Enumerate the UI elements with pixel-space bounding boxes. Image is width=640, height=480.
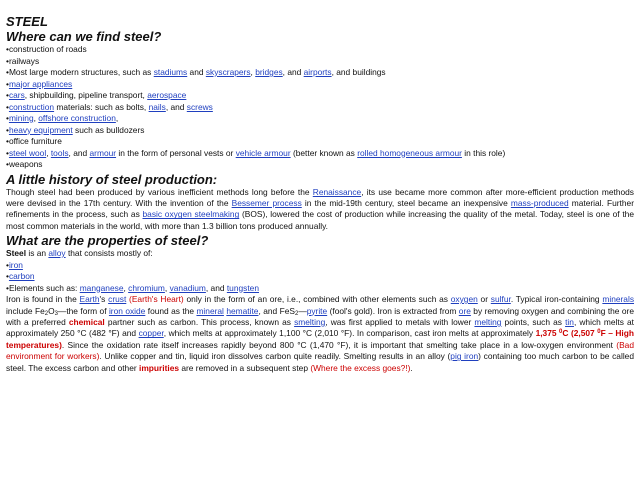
link-tin[interactable]: tin [565,316,574,327]
link-stadiums[interactable]: stadiums [153,67,188,77]
paragraph-text: (BOS), lowered the cost of production while increasing the quality of the metal. Today, steel is one of the most common materials in the world, with more than 1.3 billion tons produced annually. [6,209,634,231]
item-text: , [164,282,170,293]
item-text: Most large modern structures, such as [8,67,154,77]
paragraph-text: or [477,294,491,305]
item-text: , and buildings [331,67,386,77]
iron-paragraph [6,294,634,374]
paragraph-text: by removing oxygen and combining the ore with a preferred [6,305,634,327]
link-construction[interactable]: construction [8,101,55,112]
link-basic-oxygen-steelmaking[interactable]: basic oxygen steelmaking [142,209,240,220]
subscript: 2 [294,310,299,317]
heading-where-find-steel: Where can we find steel? [6,29,162,44]
subscript: 3 [54,310,58,317]
link-screws[interactable]: screws [186,101,213,112]
list-item [6,113,634,125]
item-text: in this role) [461,147,506,158]
paragraph-text: found as the [145,305,197,316]
superscript: 0 [559,329,563,336]
link-sulfur[interactable]: sulfur [490,294,511,305]
link-iron-oxide[interactable]: iron oxide [108,305,146,316]
item-text: , and [68,147,90,158]
link-iron[interactable]: iron [8,259,23,270]
link-aerospace[interactable]: aerospace [147,90,187,100]
paragraph-text: O [48,305,55,316]
list-item [6,159,634,171]
item-text: , [123,282,129,293]
link-chromium[interactable]: chromium [128,282,165,293]
link-earth[interactable]: Earth [79,294,100,305]
list-item [6,67,634,79]
list-item [6,148,634,160]
list-item [6,283,634,295]
highlight-chemical: chemical [68,316,105,327]
paragraph-text: , its use became more common after more-efficient production methods were devised in the 17th century. With the invention of the [6,186,634,208]
link-tools[interactable]: tools [50,147,69,158]
note-excess-goes: (Where the excess goes?!) [310,362,411,373]
paragraph-text: 's [99,294,109,305]
paragraph-text: , and FeS [258,305,295,316]
link-mass-produced[interactable]: mass-produced [510,197,569,208]
link-renaissance[interactable]: Renaissance [312,186,362,197]
paragraph-text: are removed in a subsequent step [179,362,311,373]
paragraph-text: that consists mostly of: [65,248,153,259]
item-text: weapons [8,159,43,169]
properties-intro [6,248,634,260]
link-steel-wool[interactable]: steel wool [8,147,47,158]
link-oxygen[interactable]: oxygen [450,294,478,305]
paragraph-text: only in the form of an ore, i.e., combined with other elements such as [183,294,451,305]
paragraph-text: ) containing too much carbon to be called steel. The excess carbon and other [6,351,635,373]
link-airports[interactable]: airports [303,67,332,77]
link-skyscrapers[interactable]: skyscrapers [205,67,251,77]
paragraph-text: points, such as [501,316,566,327]
paragraph-text: . Typical iron-containing [510,294,603,305]
paragraph-text: (fool's gold). Iron is extracted from [327,305,459,316]
paragraph-text: , which melts at approximately 1,100 °C (2,010 °F). In comparison, cast iron melts at approximately [163,328,536,339]
note-bad-environment: (Bad environment for workers) [6,339,634,362]
highlight-cast-iron-temp: 1,375 [535,328,560,339]
item-text: office furniture [8,136,62,146]
item-text: in the form of personal vests or [116,147,236,158]
list-item [6,260,634,272]
link-alloy[interactable]: alloy [48,248,66,259]
uses-list [6,44,634,171]
item-text: , [33,113,39,123]
item-text: materials: such as bolts, [54,101,149,112]
link-pyrite[interactable]: pyrite [306,305,328,316]
paragraph-text: include Fe [6,305,45,316]
list-item [6,125,634,137]
list-item [6,44,634,56]
link-melting[interactable]: melting [474,316,502,327]
paragraph-text: in the mid-19th century, steel became an inexpensive [301,197,511,208]
history-paragraph [6,187,634,233]
list-item [6,79,634,91]
item-text: railways [8,55,40,66]
item-text: , and [282,67,304,77]
link-crust[interactable]: crust [108,294,127,305]
link-cars[interactable]: cars [8,90,25,100]
paragraph-text: Though steel had been produced by various inefficient methods long before the [6,186,313,197]
superscript: 0 [597,329,601,336]
steel-term: Steel [6,248,27,259]
paragraph-text: —the form of [57,305,109,316]
list-item [6,271,634,283]
link-minerals[interactable]: minerals [602,294,635,305]
list-item [6,56,634,68]
document-title: STEEL [6,14,48,29]
paragraph-text: Iron is found in the [6,294,80,305]
item-text: , shipbuilding, pipeline transport, [24,90,148,100]
paragraph-text: . [410,362,413,373]
paragraph-text: partner such as carbon. This process, known as [104,316,295,327]
item-text: , [46,147,51,158]
link-vehicle-armour[interactable]: vehicle armour [235,147,291,158]
heading-properties: What are the properties of steel? [6,233,209,249]
list-item [6,90,634,102]
item-text: , and [165,101,187,112]
subscript: 2 [44,310,49,317]
link-ore[interactable]: ore [458,305,471,316]
link-hematite[interactable]: hematite [226,305,259,316]
link-tungsten[interactable]: tungsten [226,282,259,293]
item-text: and [187,67,206,77]
link-mining[interactable]: mining [8,113,34,123]
item-text: (better known as [290,147,358,158]
list-item [6,102,634,114]
paragraph-text: . Since the oxidation rate itself increases rapidly beyond 800 °C (1,470 °F), it is important that smelting take place in a low-oxygen environment [61,339,617,350]
paragraph-text: , was first applied to metals with lower [325,316,475,327]
item-text: construction of roads [8,44,87,54]
item-text: , [115,113,119,123]
link-offshore-construction[interactable]: offshore construction [38,113,116,123]
link-nails[interactable]: nails [148,101,166,112]
link-manganese[interactable]: manganese [79,282,124,293]
link-smelting[interactable]: smelting [294,316,326,327]
item-text: , and [205,282,227,293]
paragraph-text: . Unlike copper and tin, liquid iron dissolves carbon quite readily. Smelting results in an alloy ( [99,351,451,362]
highlight-high-temperatures: F – High temperatures) [6,328,634,350]
paragraph-text: material. Further refinements in the process, such as [6,197,634,220]
item-text: Elements such as: [8,282,80,293]
paragraph-text: is an [26,248,49,259]
highlight-impurities: impurities [139,362,180,373]
link-armour[interactable]: armour [89,147,117,158]
link-vanadium[interactable]: vanadium [169,282,206,293]
highlight-cast-iron-temp: C (2,507 [562,328,598,339]
link-bessemer-process[interactable]: Bessemer process [231,197,302,208]
document-page [6,14,634,374]
link-pig-iron[interactable]: pig iron [450,351,479,362]
link-mineral[interactable]: mineral [196,305,224,316]
link-carbon[interactable]: carbon [8,271,35,282]
link-rolled-homogeneous-armour[interactable]: rolled homogeneous armour [357,147,462,158]
paragraph-text: — [298,305,307,316]
link-heavy-equipment[interactable]: heavy equipment [8,124,73,135]
item-text: , [250,67,256,77]
item-text: such as bulldozers [72,124,145,135]
link-copper[interactable]: copper [138,328,164,339]
list-item [6,136,634,148]
note-earths-heart: (Earth's Heart) [126,294,184,305]
heading-history: A little history of steel production: [6,171,218,187]
link-major-appliances[interactable]: major appliances [8,78,73,89]
paragraph-text: , which melts at approximately 250 °C (482 °F) and [6,316,634,339]
link-bridges[interactable]: bridges [255,67,283,77]
